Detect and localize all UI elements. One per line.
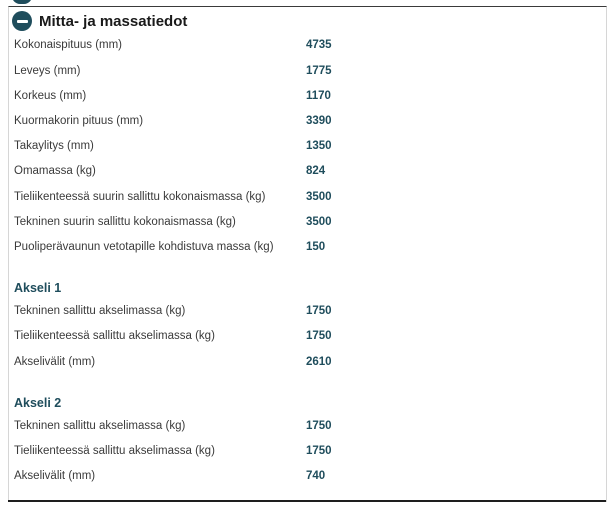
value-kokonaispituus: 4735 [306,39,332,51]
axle-1-tieliikenne-value: 1750 [306,330,332,342]
axle-2-tieliikenne-label: Tieliikenteessä sallittu akselimassa (kg) [14,445,215,457]
label-tekninen-kokonaismassa: Tekninen suurin sallittu kokonaismassa (kg) [14,216,236,228]
axle-2-tieliikenne-value: 1750 [306,445,332,457]
bottom-divider [8,500,606,502]
value-korkeus: 1170 [306,90,331,102]
value-kuormakorin-pituus: 3390 [306,115,332,127]
axle-1-tekninen-label: Tekninen sallittu akselimassa (kg) [14,305,186,317]
axle-1-tieliikenne-label: Tieliikenteessä sallittu akselimassa (kg) [14,330,215,342]
label-korkeus: Korkeus (mm) [14,90,87,102]
value-tieliikenne-kokonaismassa: 3500 [306,191,332,203]
label-leveys: Leveys (mm) [14,65,81,77]
value-leveys: 1775 [306,65,332,77]
label-tieliikenne-kokonaismassa: Tieliikenteessä suurin sallittu kokonaismassa (kg) [14,191,266,203]
axle-2-akselivalit-label: Akselivälit (mm) [14,470,96,482]
section-header[interactable] [12,8,187,34]
previous-section-icon[interactable] [12,0,32,4]
value-tekninen-kokonaismassa: 3500 [306,216,332,228]
label-kokonaispituus: Kokonaispituus (mm) [14,39,123,51]
value-vetotappimassa: 150 [306,241,326,253]
axle-2-tekninen-label: Tekninen sallittu akselimassa (kg) [14,420,186,432]
axle-2-akselivalit-value: 740 [306,470,326,482]
minus-circle-icon[interactable] [12,11,32,31]
label-omamassa: Omamassa (kg) [14,165,96,177]
label-takaylitys: Takaylitys (mm) [14,140,94,152]
value-omamassa: 824 [306,165,326,177]
section-title: Mitta- ja massatiedot [39,12,188,30]
axle-2-tekninen-value: 1750 [306,420,332,432]
axle-1-tekninen-value: 1750 [306,305,332,317]
value-takaylitys: 1350 [306,140,332,152]
axle-1-akselivalit-label: Akselivälit (mm) [14,356,96,368]
axle-1-akselivalit-value: 2610 [306,356,332,368]
axle-2-heading: Akseli 2 [14,396,62,410]
axle-1-heading: Akseli 1 [14,281,62,295]
label-kuormakorin-pituus: Kuormakorin pituus (mm) [14,115,144,127]
label-vetotappimassa: Puoliperävaunun vetotapille kohdistuva massa (kg) [14,241,274,253]
